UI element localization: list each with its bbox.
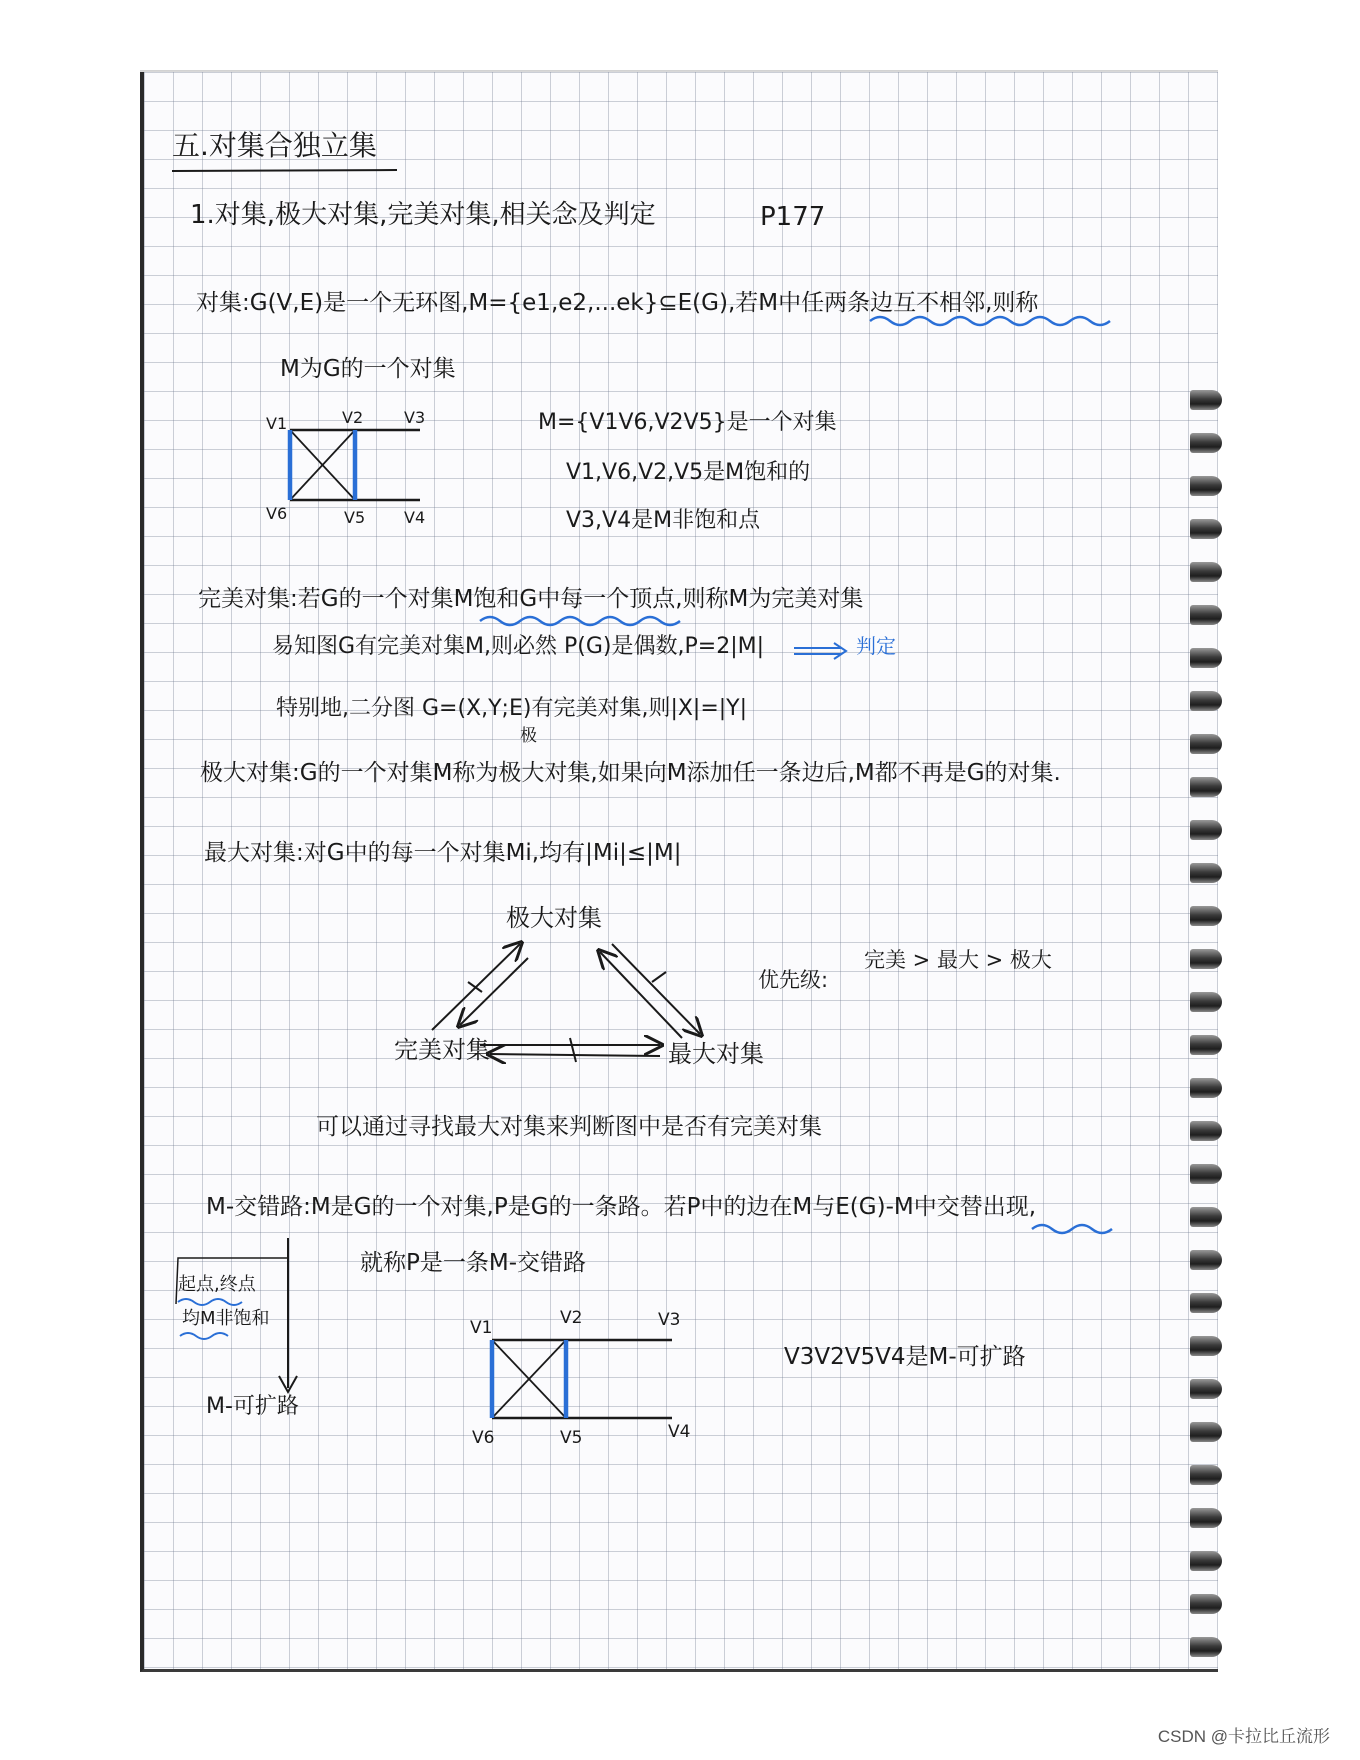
spiral-ring xyxy=(1190,648,1222,668)
spiral-ring xyxy=(1190,1422,1222,1442)
maximum-matching-definition: 最大对集:对G中的每一个对集Mi,均有|Mi|≤|M| xyxy=(204,840,682,866)
triangle-note: 可以通过寻找最大对集来判断图中是否有完美对集 xyxy=(316,1114,822,1140)
spiral-ring xyxy=(1190,1164,1222,1184)
graph2-label-v2: V2 xyxy=(560,1308,583,1328)
side-result: M-可扩路 xyxy=(206,1394,299,1419)
spiral-ring xyxy=(1190,1379,1222,1399)
highlight-wavy-underline xyxy=(480,614,700,628)
graph1-note-1: M={V1V6,V2V5}是一个对集 xyxy=(538,410,837,435)
spiral-ring xyxy=(1190,1551,1222,1571)
spiral-ring xyxy=(1190,1336,1222,1356)
graph1-label-v5: V5 xyxy=(344,508,366,527)
spiral-ring xyxy=(1190,605,1222,625)
graph1-note-3: V3,V4是M非饱和点 xyxy=(566,508,761,533)
triangle-arrows xyxy=(420,930,740,1060)
spiral-ring xyxy=(1190,1465,1222,1485)
spiral-ring xyxy=(1190,992,1222,1012)
highlight-wavy-underline xyxy=(870,314,1110,328)
matching-definition-line1: 对集:G(V,E)是一个无环图,M={e1,e2,...ek}⊆E(G),若M中任两条边互不相邻,则称 xyxy=(196,290,1039,316)
spiral-ring xyxy=(1190,734,1222,754)
graph2-label-v6: V6 xyxy=(472,1428,495,1448)
spiral-ring xyxy=(1190,906,1222,926)
side-note-decoration xyxy=(176,1238,296,1408)
section-title: 五.对集合独立集 xyxy=(172,129,377,162)
page-reference: P177 xyxy=(760,202,826,232)
graph1-label-v6: V6 xyxy=(266,504,288,523)
spiral-ring xyxy=(1190,476,1222,496)
graph2-label-v4: V4 xyxy=(668,1422,691,1442)
triangle-node-maximal: 极大对集 xyxy=(506,904,602,932)
spiral-ring xyxy=(1190,562,1222,582)
maximal-matching-definition: 极大对集:G的一个对集M称为极大对集,如果向M添加任一条边后,M都不再是G的对集. xyxy=(200,760,1061,786)
spiral-ring xyxy=(1190,1121,1222,1141)
perfect-matching-line2: 易知图G有完美对集M,则必然 P(G)是偶数,P=2|M| xyxy=(272,634,764,659)
spiral-ring xyxy=(1190,1207,1222,1227)
graph1-label-v2: V2 xyxy=(342,408,364,427)
matching-definition-line2: M为G的一个对集 xyxy=(280,356,456,382)
highlight-wavy-underline xyxy=(1032,1222,1112,1236)
maximal-insert-mark: 极 xyxy=(520,726,537,746)
graph1-label-v3: V3 xyxy=(404,408,426,427)
spiral-ring xyxy=(1190,433,1222,453)
graph2-label-v3: V3 xyxy=(658,1310,681,1330)
spiral-ring xyxy=(1190,1035,1222,1055)
graph2-label-v1: V1 xyxy=(470,1318,493,1338)
side-note-line1: 起点,终点 xyxy=(178,1274,256,1295)
spiral-ring xyxy=(1190,1594,1222,1614)
spiral-ring xyxy=(1190,1637,1222,1657)
graph1-label-v1: V1 xyxy=(266,414,288,433)
spiral-ring xyxy=(1190,777,1222,797)
spiral-ring xyxy=(1190,1078,1222,1098)
graph1-label-v4: V4 xyxy=(404,508,426,527)
spiral-ring xyxy=(1190,1293,1222,1313)
alternating-path-definition-line1: M-交错路:M是G的一个对集,P是G的一条路。若P中的边在M与E(G)-M中交替出现, xyxy=(206,1194,1037,1220)
spiral-ring xyxy=(1190,820,1222,840)
spiral-ring xyxy=(1190,1250,1222,1270)
criterion-note: 判定 xyxy=(856,634,896,658)
perfect-matching-definition: 完美对集:若G的一个对集M饱和G中每一个顶点,则称M为完美对集 xyxy=(198,586,864,612)
graph-2 xyxy=(470,1316,710,1436)
spiral-ring xyxy=(1190,1508,1222,1528)
section-title-underline xyxy=(172,168,402,174)
spiral-ring xyxy=(1190,949,1222,969)
priority-label: 优先级: xyxy=(758,968,829,992)
spiral-ring xyxy=(1190,691,1222,711)
triangle-node-maximum: 最大对集 xyxy=(668,1040,764,1068)
side-note-line2: 均M非饱和 xyxy=(182,1308,270,1329)
watermark: CSDN @卡拉比丘流形 xyxy=(1157,1727,1330,1746)
graph1-note-2: V1,V6,V2,V5是M饱和的 xyxy=(566,460,811,485)
priority-chain: 完美 > 最大 > 极大 xyxy=(864,948,1052,972)
perfect-matching-line3: 特别地,二分图 G=(X,Y;E)有完美对集,则|X|=|Y| xyxy=(276,696,748,721)
graph2-label-v5: V5 xyxy=(560,1428,583,1448)
implies-arrow-icon xyxy=(792,640,852,660)
spiral-ring xyxy=(1190,863,1222,883)
spiral-ring xyxy=(1190,390,1222,410)
subsection-title: 1.对集,极大对集,完美对集,相关念及判定 xyxy=(190,200,656,230)
spiral-ring xyxy=(1190,519,1222,539)
alternating-path-definition-line2: 就称P是一条M-交错路 xyxy=(360,1250,587,1276)
graph2-note: V3V2V5V4是M-可扩路 xyxy=(784,1344,1026,1370)
triangle-node-perfect: 完美对集 xyxy=(394,1036,490,1064)
